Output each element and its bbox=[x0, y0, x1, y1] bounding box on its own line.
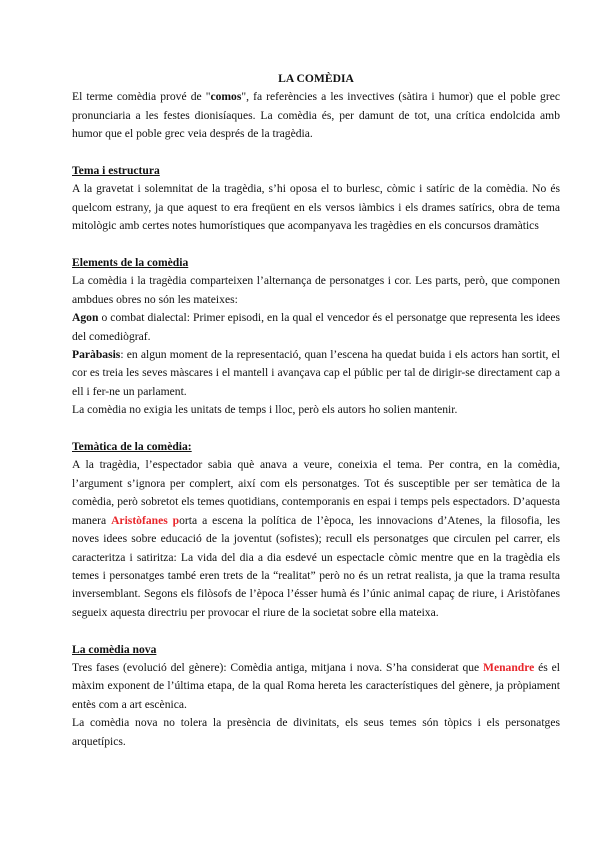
highlight-aristofanes: Aristòfanes p bbox=[111, 513, 180, 527]
spacer bbox=[72, 144, 560, 162]
intro-term-comos: comos bbox=[210, 90, 242, 104]
agon-text: o combat dialectal: Primer episodi, en la qual el vencedor és el personatge que representa les idees del comediògraf. bbox=[72, 311, 560, 343]
intro-paragraph bbox=[72, 88, 560, 143]
spacer bbox=[72, 236, 560, 254]
intro-text-a: El terme comèdia prové de " bbox=[72, 90, 211, 104]
elements-paragraph: La comèdia i la tragèdia comparteixen l’alternança de personatges i cor. Les parts, però, que componen ambdues obres no són les mateixes: bbox=[72, 274, 560, 306]
nova-paragraph-2: La comèdia nova no tolera la presència de divinitats, els seus temes són tòpics i els personatges arquetípics. bbox=[72, 716, 560, 748]
parabasis-text: : en algun moment de la representació, quan l’escena ha quedat buida i els actors han sortit, el cor es treia les seves màscares i el mantell i avançava cap el públic per tal de dirigir-se directament cap a ell i fer-ne un parlament. bbox=[72, 348, 560, 398]
page-title: LA COMÈDIA bbox=[278, 72, 354, 85]
section-heading-tematica: Temàtica de la comèdia: bbox=[72, 440, 192, 454]
tematica-paragraph bbox=[72, 456, 560, 622]
agon-paragraph bbox=[72, 309, 560, 346]
section-heading-nova: La comèdia nova bbox=[72, 642, 157, 656]
spacer bbox=[72, 622, 560, 640]
section-heading-tema: Tema i estructura bbox=[72, 164, 160, 178]
intro-text-c: ", fa referències a les invectives (sàtira i humor) que el poble grec pronunciaria a les festes dionisíaques. La comèdia és, per damunt de tot, una crítica endolcida amb humor que el poble grec veia després de la tragèdia. bbox=[72, 90, 561, 141]
nova-text-a: Tres fases (evolució del gènere): Comèdia antiga, mitjana i nova. S’ha considerat que bbox=[72, 660, 484, 674]
parabasis-term: Paràbasis bbox=[72, 348, 121, 362]
section-heading-elements: Elements de la comèdia bbox=[72, 256, 189, 270]
highlight-menandre: Menandre bbox=[483, 660, 535, 674]
tema-paragraph: A la gravetat i solemnitat de la tragèdia, s’hi oposa el to burlesc, còmic i satíric de la comèdia. No és quelcom estrany, ja que aquest to era freqüent en els versos iàmbics i els drames satírics, obra de tema mitològic amb certes notes humorístiques que acompanyava les tragèdies en els concursos dramàtics bbox=[72, 182, 560, 233]
agon-term: Agon bbox=[72, 311, 99, 325]
tematica-text-b: orta a escena la política de l’època, les innovacions d’Atenes, la filosofia, les noves idees sobre educació de la joventut (sofistes); recull els personatges que circulen pel carrer, els caracteritza i satiritza: La vida del dia a dia esdevé un espectacle còmic mentre que en la tragèdia els temes i personatges també eren trets de la “realitat” però no és un retrat realista, ja que la trama resulta inversemblant. Segons els filòsofs de l’època l’ésser humà és l’únic animal capaç de riure, i Aristòfanes segueix aquesta directriu per provocar el riure de la societat sobre ella mateixa. bbox=[72, 513, 560, 619]
document-page bbox=[72, 70, 560, 751]
tematica-text-a: A la tragèdia, l’espectador sabia què anava a veure, coneixia el tema. Per contra, en la comèdia, l’argument s’ignora per complert, així com els personatges. Tot és susceptible per ser temàtica de la comèdia, però sobretot els temes quotidians, contemporanis en espai i temps pels espectadors. D’aquesta manera bbox=[72, 458, 560, 527]
spacer bbox=[72, 420, 560, 438]
nova-text-b: és el màxim exponent de l’última etapa, de la qual Roma hereta les característiques del gènere, ja pròpiament entès com a art escènica. bbox=[72, 660, 560, 711]
unitats-paragraph: La comèdia no exigia les unitats de temps i lloc, però els autors ho solien mantenir. bbox=[72, 403, 458, 417]
nova-paragraph bbox=[72, 659, 560, 714]
parabasis-paragraph bbox=[72, 346, 560, 401]
